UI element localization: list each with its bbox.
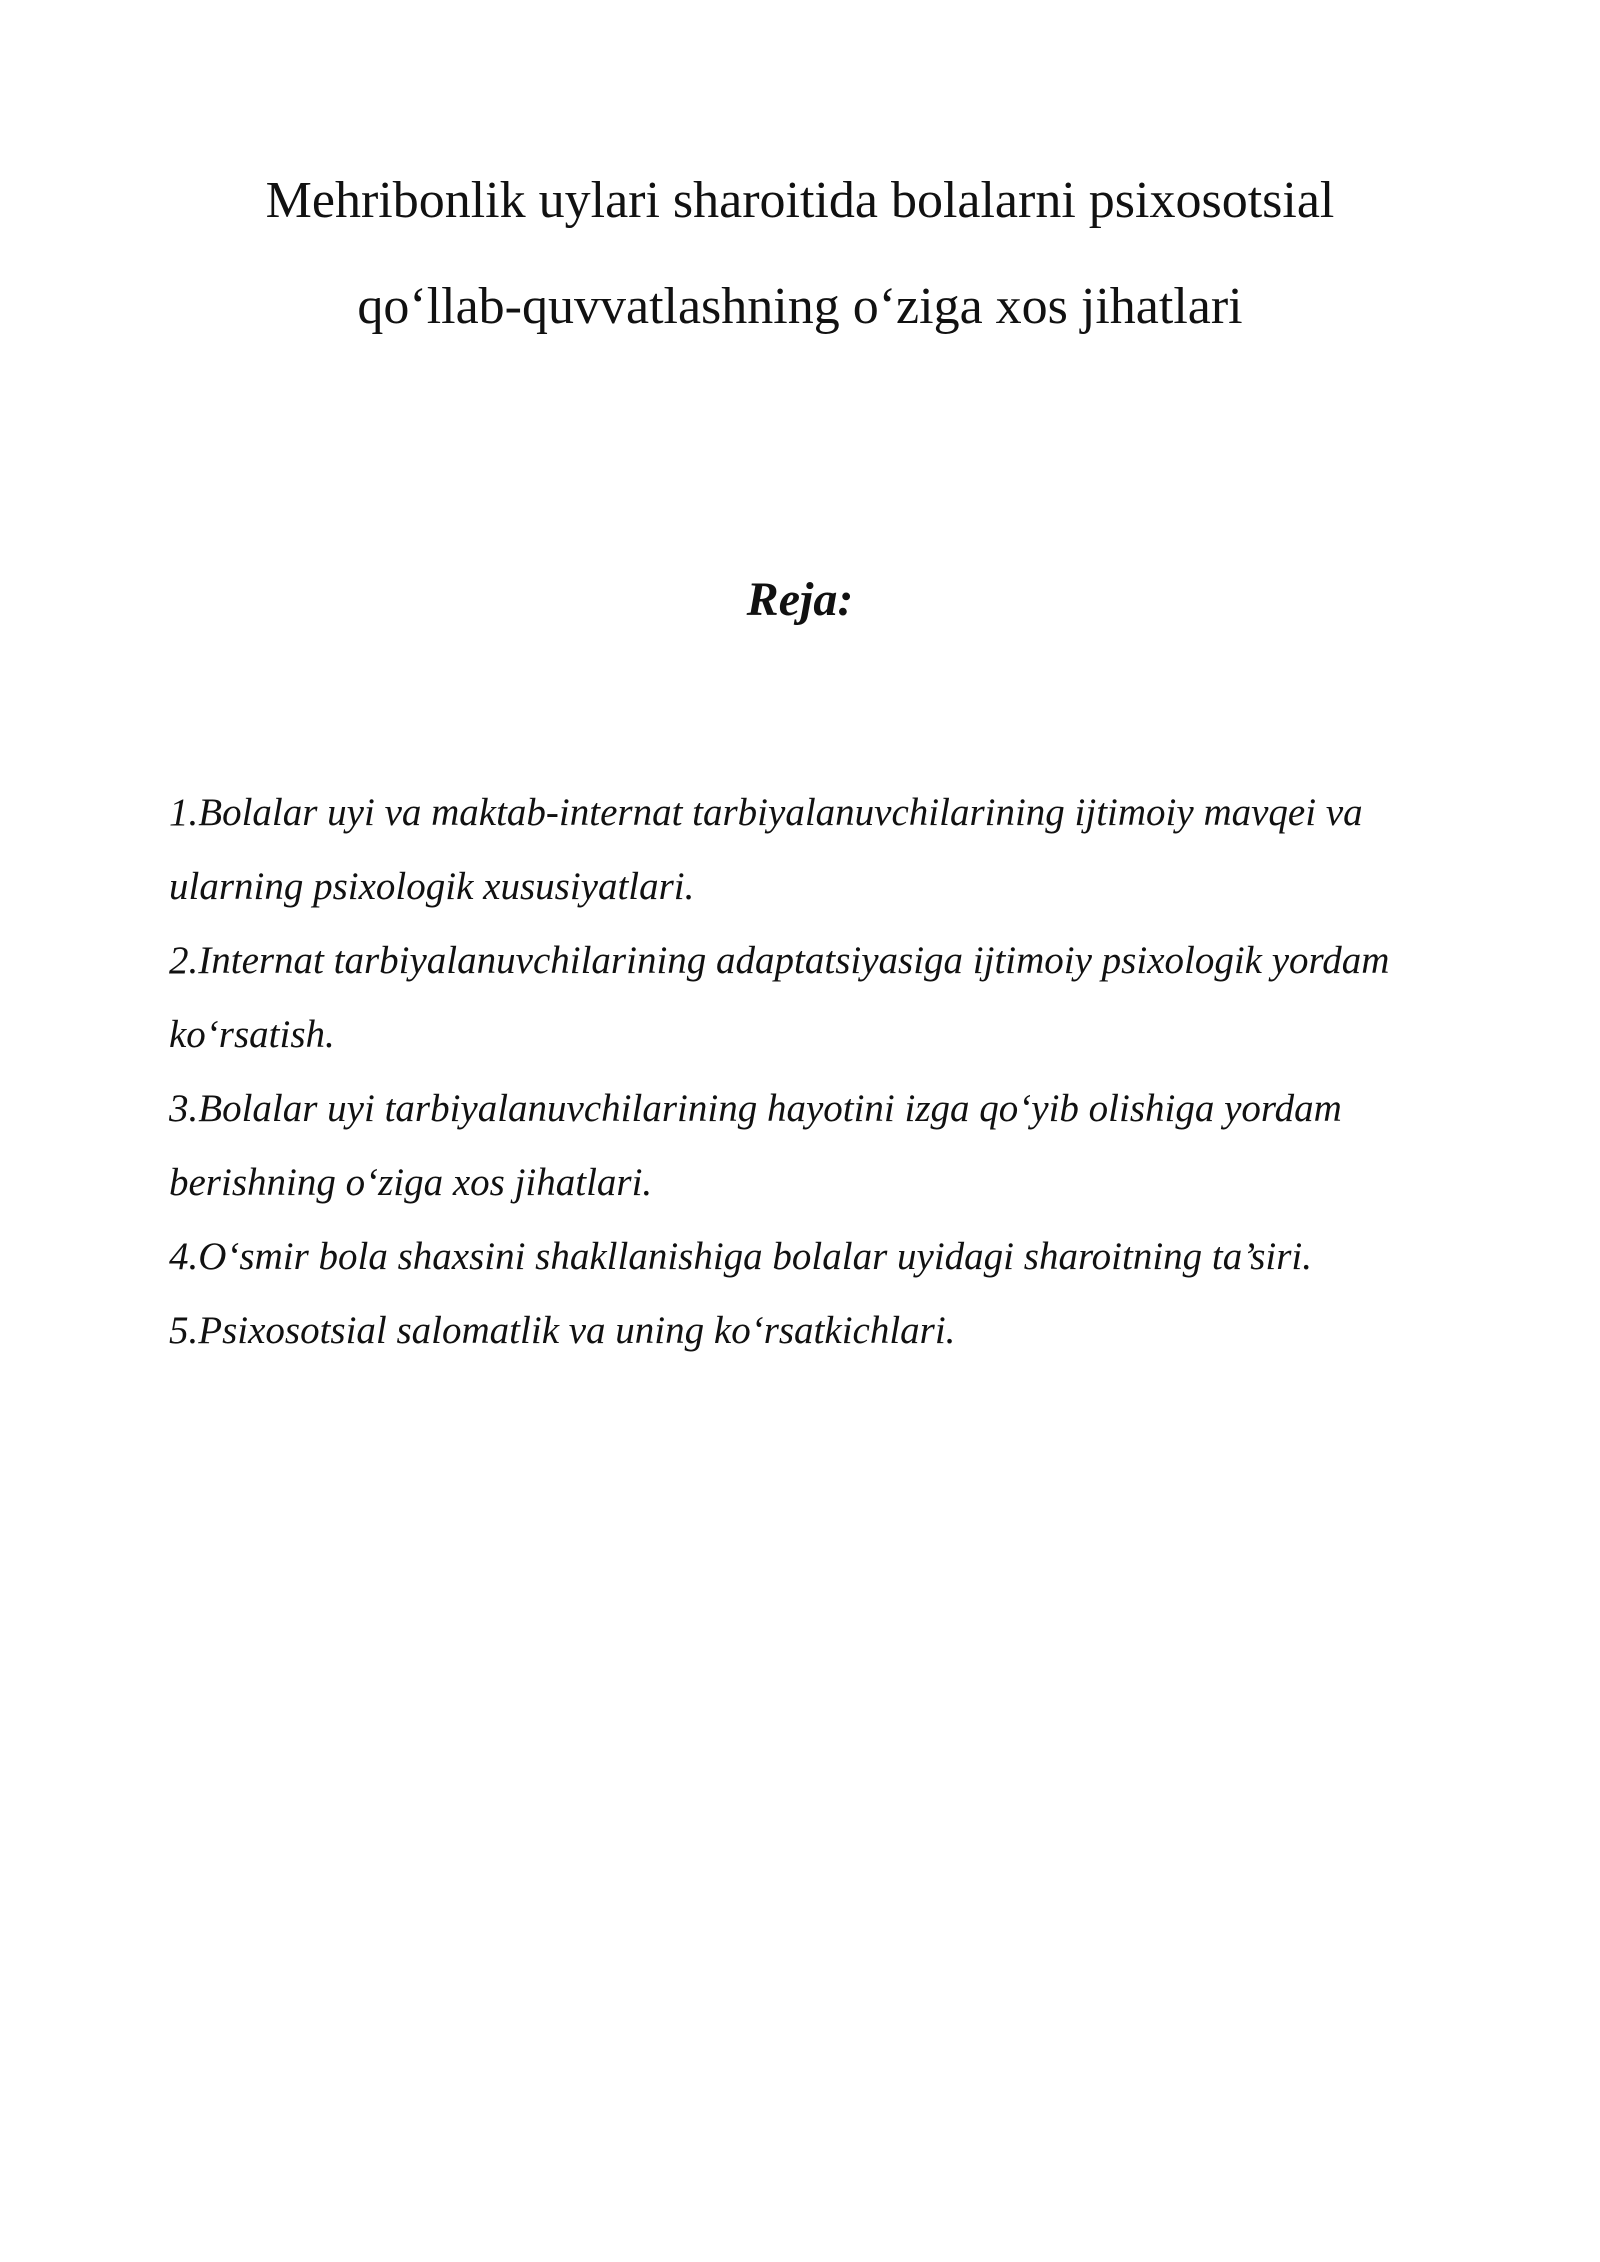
plan-item-5: 5.Psixosotsial salomatlik va uning ko‘rsatkichlari. xyxy=(169,1309,956,1352)
title-line-1: Mehribonlik uylari sharoitida bolalarni psixosotsial xyxy=(265,172,1335,229)
title-line-2: qo‘llab-quvvatlashning o‘ziga xos jihatlari xyxy=(357,278,1243,335)
plan-item-4: 4.O‘smir bola shaxsini shakllanishiga bolalar uyidagi sharoitning ta’siri. xyxy=(169,1235,1312,1278)
plan-item-3: 3.Bolalar uyi tarbiyalanuvchilarining hayotini izga qo‘yib olishiga yordam berishning o‘ziga xos jihatlari. xyxy=(169,1087,1342,1204)
plan-item-1: 1.Bolalar uyi va maktab-internat tarbiyalanuvchilarining ijtimoiy mavqei va ularning psixologik xususiyatlari. xyxy=(169,791,1363,908)
plan-item-2: 2.Internat tarbiyalanuvchilarining adaptatsiyasiga ijtimoiy psixologik yordam ko‘rsatish. xyxy=(169,939,1390,1056)
document-title xyxy=(0,148,1600,360)
plan-heading: Reja: xyxy=(746,573,854,626)
plan-list xyxy=(169,776,1469,1368)
